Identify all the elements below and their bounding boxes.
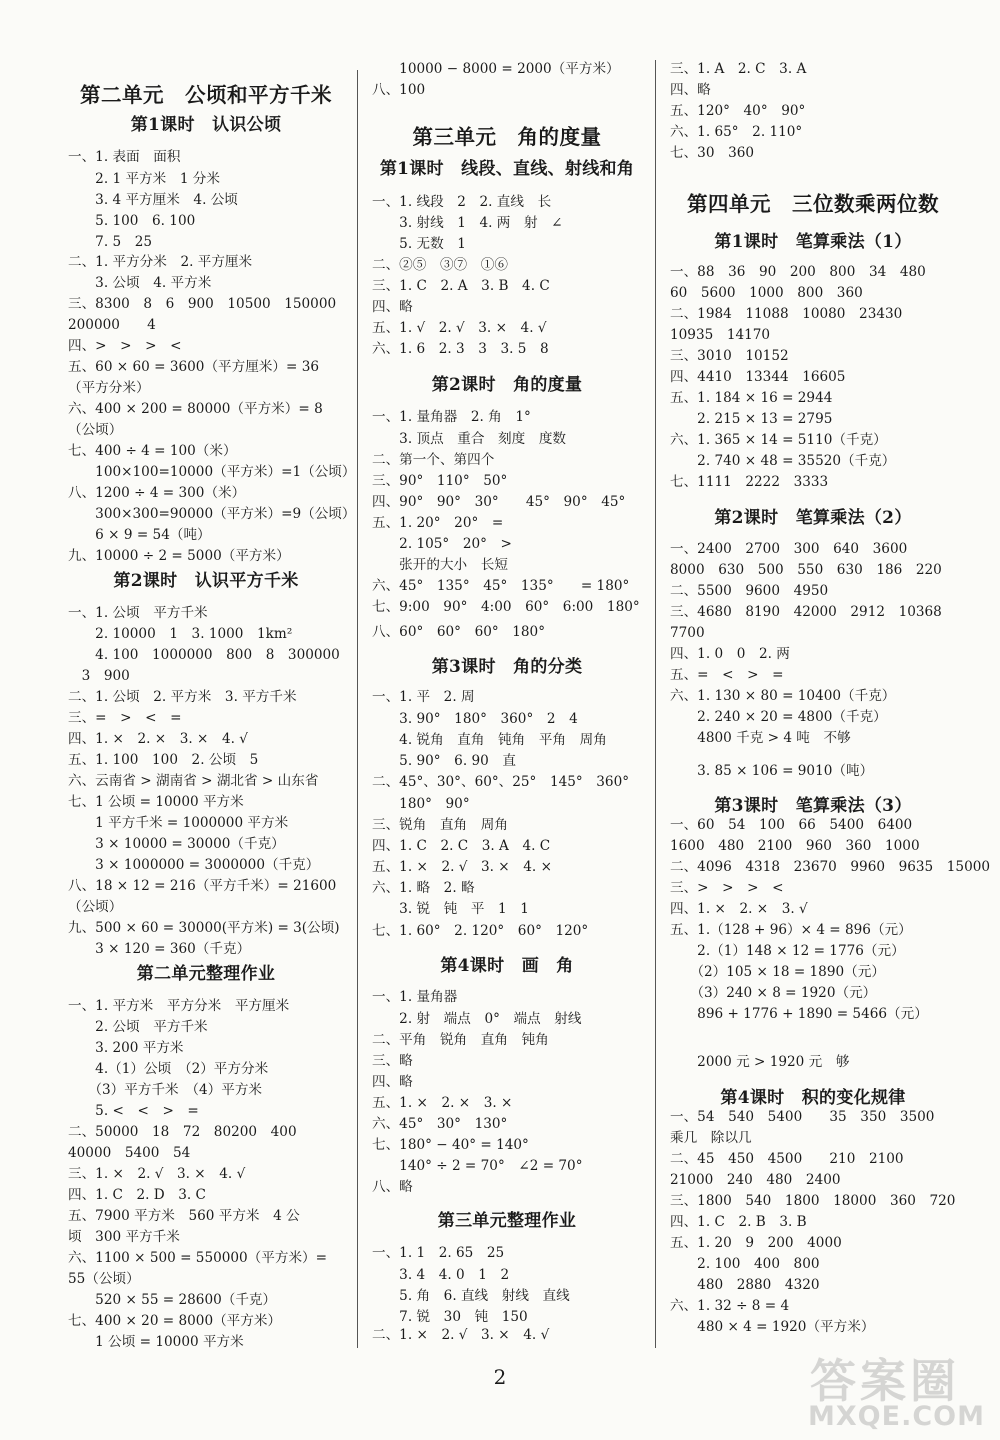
answer-line: 三、1. C 2. A 3. B 4. C [372,278,550,294]
answer-line: 3. 顶点 重合 刻度 度数 [372,431,567,447]
answer-line: 2. 1 平方米 1 分米 [68,171,220,187]
answer-line: 六、1. 6 2. 3 3 3. 5 8 [372,341,549,357]
answer-line: 六、400 × 200 = 80000（平方米）= 8 [68,401,323,417]
answer-line: 6 × 9 = 54（吨） [68,527,211,543]
answer-line: 480 × 4 = 1920（平方米） [670,1319,875,1335]
answer-line: 三、3010 10152 [670,348,789,364]
answer-line: 1 平方千米 = 1000000 平方米 [68,815,289,831]
answer-line: 七、30 360 [670,145,755,161]
answer-line: 3. 射线 1 4. 两 射 ∠ [372,215,563,231]
unit-heading: 第四单元 三位数乘两位数 [687,192,939,216]
answer-line: 5. 角 6. 直线 射线 直线 [372,1288,570,1304]
answer-line: 10000 − 8000 = 2000（平方米） [372,61,620,77]
unit-heading: 第二单元 公顷和平方千米 [80,83,332,107]
answer-line: 八、100 [372,82,426,98]
answer-line: 六、1. 略 2. 略 [372,880,475,896]
answer-line: 3 × 10000 = 30000（千克） [68,836,285,852]
lesson-heading: 第1课时 线段、直线、射线和角 [379,159,635,179]
answer-line: 七、9:00 90° 4:00 60° 6:00 180° [372,599,640,615]
lesson-heading: 第2课时 认识平方千米 [113,571,299,591]
answer-line: 张开的大小 长短 [372,557,508,573]
answer-line: 一、1. 平方米 平方分米 平方厘米 [68,998,290,1014]
answer-line: 21000 240 480 2400 [670,1172,841,1188]
answer-line: 四、1. 0 0 2. 两 [670,646,790,662]
answer-line: 一、54 540 5400 35 350 3500 [670,1109,935,1125]
answer-line: 7700 [670,625,705,641]
answer-line: 300×300=90000（平方米）=9（公顷） [68,506,356,522]
answer-line: 3. 锐 钝 平 1 1 [372,901,529,917]
answer-line: 三、1. × 2. √ 3. × 4. √ [68,1166,246,1182]
answer-line: 四、略 [372,1074,413,1090]
answer-line: 5. 100 6. 100 [68,213,196,229]
answer-line: 3. 90° 180° 360° 2 4 [372,711,578,727]
page-number: 2 [493,1365,507,1389]
answer-line: 100×100=10000（平方米）=1（公顷） [68,464,356,480]
answer-line: 3 × 120 = 360（千克） [68,941,251,957]
answer-line: 一、1. 量角器 2. 角 1° [372,409,531,425]
answer-line: 二、50000 18 72 80200 400 [68,1124,297,1140]
answer-line: 140° ÷ 2 = 70° ∠2 = 70° [372,1158,583,1174]
answer-line: 55（公顷） [68,1271,140,1287]
lesson-heading: 第2课时 笔算乘法（2） [714,508,912,528]
answer-line: 五、120° 40° 90° [670,103,806,119]
answer-line: 八、60° 60° 60° 180° [372,624,545,640]
lesson-heading: 第1课时 认识公顷 [130,115,282,135]
answer-line: 一、2400 2700 300 640 3600 [670,541,908,557]
answer-line: 60 5600 1000 800 360 [670,285,863,301]
answer-line: 五、7900 平方米 560 平方米 4 公 [68,1208,300,1224]
answer-line: 4. 锐角 直角 钝角 平角 周角 [372,732,607,748]
answer-line: 七、400 × 20 = 8000（平方米） [68,1313,282,1329]
answer-line: 八、1200 ÷ 4 = 300（米） [68,485,246,501]
answer-line: 五、1.（128 + 96）× 4 = 896（元） [670,922,912,938]
answer-line: 一、1. 表面 面积 [68,149,181,165]
answer-line: 8000 630 500 550 630 186 220 [670,562,942,578]
answer-line: 三、> > > < [670,880,784,896]
answer-line: 5. 无数 1 [372,236,466,252]
answer-line: 五、1. 100 100 2. 公顷 5 [68,752,259,768]
answer-line: 二、4096 4318 23670 9960 9635 15000 [670,859,991,875]
answer-line: 九、10000 ÷ 2 = 5000（平方米） [68,548,290,564]
answer-line: 5. < < > = [68,1103,199,1119]
answer-line: 2. 公顷 平方千米 [68,1019,208,1035]
answer-line: 2. 215 × 13 = 2795 [670,411,833,427]
watermark-logo [790,1345,990,1435]
answer-line: 4. 100 1000000 800 8 300000 [68,647,340,663]
answer-line: 10935 14170 [670,327,771,343]
answer-line: （公顷） [68,422,123,438]
answer-line: 五、= < > = [670,667,784,683]
answer-line: 四、> > > < [68,338,182,354]
answer-line: 3. 4 平方厘米 4. 公顷 [68,192,238,208]
answer-line: 七、1 公顷 = 10000 平方米 [68,794,244,810]
answer-line: 四、1. C 2. B 3. B [670,1214,807,1230]
answer-line: 一、88 36 90 200 800 34 480 [670,264,926,280]
answer-line: 二、45°、30°、60°、25° 145° 360° [372,774,630,790]
answer-line: 顷 300 平方千米 [68,1229,180,1245]
answer-line: 2. 10000 1 3. 1000 1km² [68,626,293,642]
lesson-heading: 第二单元整理作业 [136,964,276,984]
answer-line: 180° 90° [372,796,470,812]
answer-line: 2. 240 × 20 = 4800（千克） [670,709,887,725]
answer-line: 二、1. × 2. √ 3. × 4. √ [372,1327,550,1343]
lesson-heading: 第4课时 画 角 [440,956,574,976]
column-divider [357,70,358,1348]
answer-line: 三、1. A 2. C 3. A [670,61,807,77]
answer-line: 四、90° 90° 30° 45° 90° 45° [372,494,626,510]
answer-line: 4.（1）公顷 （2）平方分米 [68,1061,269,1077]
answer-line: 二、第一个、第四个 [372,452,495,468]
answer-line: 896 + 1776 + 1890 = 5466（元） [670,1006,928,1022]
answer-line: 5. 90° 6. 90 直 [372,753,516,769]
answer-line: 4800 千克 > 4 吨 不够 [670,730,851,746]
answer-line: 520 × 55 = 28600（千克） [68,1292,277,1308]
answer-line: 四、略 [372,299,413,315]
answer-line: 四、1. × 2. × 3. × 4. √ [68,731,248,747]
answer-line: 四、1. C 2. C 3. A 4. C [372,838,551,854]
answer-line: 一、1. 线段 2 2. 直线 长 [372,194,552,210]
answer-line: 一、1. 公顷 平方千米 [68,605,208,621]
answer-line: 九、500 × 60 = 30000(平方米) = 3(公顷) [68,920,340,936]
answer-line: 三、= > < = [68,710,182,726]
answer-line: 四、1. × 2. × 3. √ [670,901,808,917]
answer-line: 2. 100 400 800 [670,1256,820,1272]
answer-line: 三、4680 8190 42000 2912 10368 [670,604,942,620]
answer-line: 2. 射 端点 0° 端点 射线 [372,1011,582,1027]
answer-line: 二、1. 公顷 2. 平方米 3. 平方千米 [68,689,297,705]
answer-line: 1 公顷 = 10000 平方米 [68,1334,244,1350]
answer-line: 三、8300 8 6 900 10500 150000 [68,296,337,312]
lesson-heading: 第3课时 角的分类 [431,657,583,677]
lesson-heading: 第1课时 笔算乘法（1） [714,232,912,252]
answer-line: 7. 5 25 [68,234,153,250]
watermark-url: MXQE.COM [808,1401,985,1432]
answer-line: 40000 5400 54 [68,1145,191,1161]
answer-line: 3. 85 × 106 = 9010（吨） [670,763,874,779]
unit-heading: 第三单元 角的度量 [412,125,602,149]
answer-line: 八、18 × 12 = 216（平方千米）= 21600 [68,878,337,894]
answer-line: 二、②⑤ ③⑦ ①⑥ [372,257,508,273]
answer-line: 一、1. 1 2. 65 25 [372,1245,505,1261]
column-divider [655,60,656,1348]
answer-line: 一、1. 平 2. 周 [372,689,475,705]
answer-line: 六、1. 130 × 80 = 10400（千克） [670,688,896,704]
answer-line: 七、180° − 40° = 140° [372,1137,529,1153]
answer-line: 五、1. × 2. × 3. × [372,1095,513,1111]
answer-line: 七、400 ÷ 4 = 100（米） [68,443,237,459]
answer-line: 五、1. √ 2. √ 3. × 4. √ [372,320,547,336]
answer-line: 二、5500 9600 4950 [670,583,829,599]
answer-line: 一、60 54 100 66 5400 6400 [670,817,913,833]
answer-line: 六、45° 30° 130° [372,1116,508,1132]
answer-line: 三、锐角 直角 周角 [372,817,508,833]
answer-line: 1600 480 2100 960 360 1000 [670,838,920,854]
answer-line: 7. 锐 30 钝 150 [372,1309,528,1325]
answer-line: 四、4410 13344 16605 [670,369,846,385]
watermark-brand: 答案圈 [810,1354,960,1408]
answer-line: 二、1. 平方分米 2. 平方厘米 [68,254,253,270]
answer-line: 四、1. C 2. D 3. C [68,1187,206,1203]
lesson-heading: 第4课时 积的变化规律 [720,1088,906,1108]
answer-line: 480 2880 4320 [670,1277,820,1293]
answer-line: 200000 4 [68,317,156,333]
answer-line: 五、1. 20° 20° = [372,515,504,531]
answer-line: 乘几 除以几 [670,1130,752,1146]
lesson-heading: 第3课时 笔算乘法（3） [714,796,912,816]
answer-line: 2000 元 > 1920 元 够 [670,1054,850,1070]
answer-line: 2. 740 × 48 = 35520（千克） [670,453,896,469]
answer-line: （3）平方千米 （4）平方米 [68,1082,263,1098]
answer-line: 五、1. × 2. √ 3. × 4. × [372,859,552,875]
answer-line: 八、略 [372,1179,413,1195]
answer-line: 3 900 [68,668,130,684]
answer-line: 五、1. 20 9 200 4000 [670,1235,842,1251]
answer-line: 3. 200 平方米 [68,1040,184,1056]
answer-line: 3. 4 4. 0 1 2 [372,1267,510,1283]
answer-line: （平方分米） [68,380,150,396]
answer-line: 六、云南省 > 湖南省 > 湖北省 > 山东省 [68,773,319,789]
answer-line: 三、略 [372,1053,413,1069]
answer-line: 六、45° 135° 45° 135° = 180° [372,578,630,594]
answer-line: 七、1111 2222 3333 [670,474,829,490]
answer-line: 六、1. 365 × 14 = 5110（千克） [670,432,887,448]
answer-line: 六、1. 65° 2. 110° [670,124,803,140]
answer-line: 七、1. 60° 2. 120° 60° 120° [372,923,589,939]
answer-line: 五、60 × 60 = 3600（平方厘米）= 36 [68,359,320,375]
answer-line: 一、1. 量角器 [372,989,458,1005]
answer-line: 六、1. 32 ÷ 8 = 4 [670,1298,790,1314]
answer-line: （公顷） [68,899,123,915]
answer-line: （3）240 × 8 = 1920（元） [670,985,877,1001]
answer-line: 三、90° 110° 50° [372,473,508,489]
answer-line: 三、1800 540 1800 18000 360 720 [670,1193,956,1209]
answer-line: 3 × 1000000 = 3000000（千克） [68,857,320,873]
answer-line: 2. 105° 20° > [372,536,512,552]
answer-line: （2）105 × 18 = 1890（元） [670,964,885,980]
answer-line: 四、略 [670,82,711,98]
answer-line: 3. 公顷 4. 平方米 [68,275,212,291]
answer-line: 二、平角 锐角 直角 钝角 [372,1032,549,1048]
answer-line: 五、1. 184 × 16 = 2944 [670,390,833,406]
lesson-heading: 第三单元整理作业 [437,1211,577,1231]
lesson-heading: 第2课时 角的度量 [431,375,583,395]
answer-line: 2.（1）148 × 12 = 1776（元） [670,943,905,959]
answer-line: 二、45 450 4500 210 2100 [670,1151,904,1167]
answer-line: 六、1100 × 500 = 550000（平方米）= [68,1250,328,1266]
answer-line: 二、1984 11088 10080 23430 [670,306,903,322]
